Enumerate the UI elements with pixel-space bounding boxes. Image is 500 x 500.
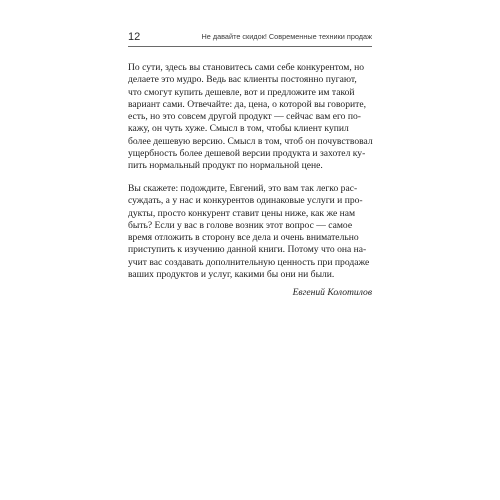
text-line: Вы скажете: подождите, Евгений, это вам так легко рас- (128, 183, 358, 194)
text-line: приступить к изучению данной книги. Потому что она на- (128, 244, 367, 256)
text-line: есть, но это совсем другой продукт — сейчас вам его по- (128, 111, 361, 122)
text-line: суждать, а у нас и конкурентов одинаковые услуги и про- (128, 195, 363, 207)
paragraph-2 (128, 183, 372, 281)
header-divider (128, 46, 372, 47)
page-header (128, 30, 372, 46)
text-line: ущербность более дешевой версии продукта и захотел ку- (128, 147, 366, 159)
text-line: время отложить в сторону все дела и очень внимательно (128, 232, 359, 243)
text-line: более дешевую версию. Смысл в том, чтоб он почувствовал (128, 135, 373, 147)
author-signature: Евгений Колотилов (292, 287, 372, 298)
running-title: Не давайте скидок! Современные техники продаж (201, 32, 372, 41)
text-line: По сути, здесь вы становитесь сами себе конкурентом, но (128, 62, 365, 73)
text-line: учит вас создавать дополнительную ценность при продаже (128, 256, 370, 268)
paragraph-1 (128, 62, 372, 172)
text-line: дукты, просто конкурент ставит цены ниже, как же нам (128, 207, 356, 219)
text-line: кажу, он чуть хуже. Смысл в том, чтобы клиент купил (128, 123, 349, 135)
text-line: пить нормальный продукт по нормальной цене. (128, 160, 323, 171)
text-line: быть? Если у вас в голове возник этот вопрос — самое (128, 219, 353, 231)
text-line: что смогут купить дешевле, вот и предложите им такой (128, 86, 355, 98)
text-line: вариант сами. Отвечайте: да, цена, о которой вы говорите, (128, 98, 367, 110)
text-line: делаете это мудро. Ведь вас клиенты постоянно пугают, (128, 74, 357, 86)
page-number: 12 (128, 31, 141, 43)
text-line: ваших продуктов и услуг, какими бы они ни были. (128, 268, 335, 280)
